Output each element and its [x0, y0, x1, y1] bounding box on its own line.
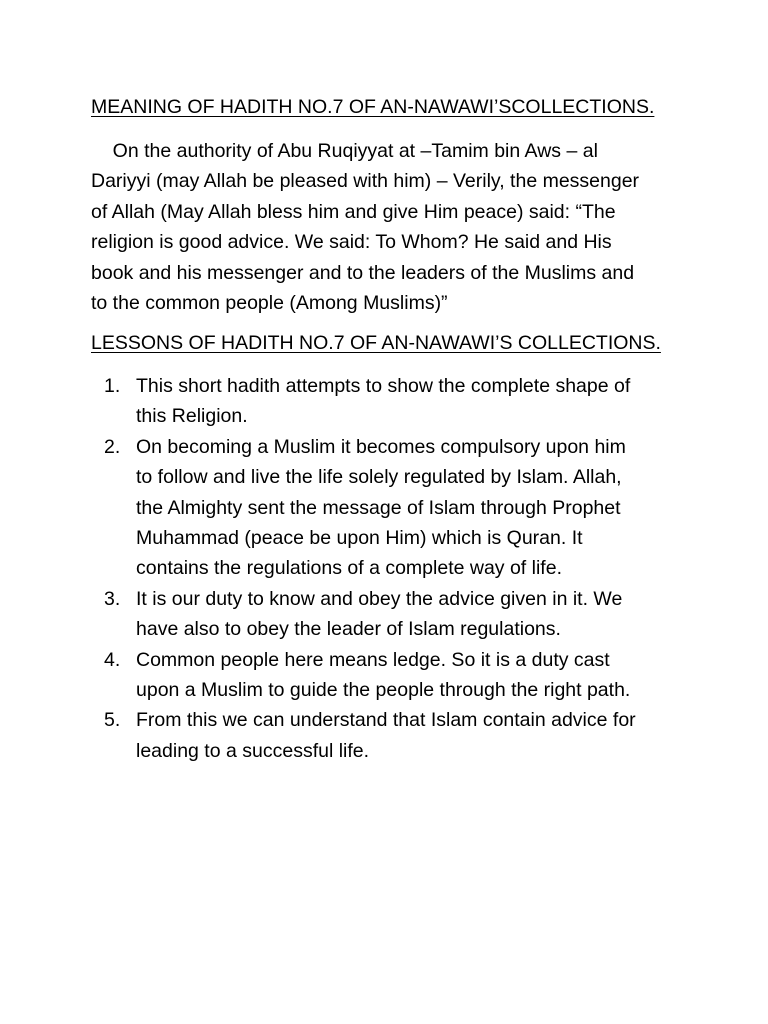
lesson-line: Common people here means ledge. So it is a duty cast [136, 648, 610, 671]
lesson-number: 3. [104, 587, 121, 610]
paragraph-line: religion is good advice. We said: To Whom? He said and His [91, 231, 612, 254]
meaning-heading: MEANING OF HADITH NO.7 OF AN-NAWAWI’SCOLLECTIONS. [91, 96, 655, 118]
lesson-line: this Religion. [136, 405, 248, 428]
lesson-item [104, 705, 704, 766]
paragraph-line: Dariyyi (may Allah be pleased with him) – Verily, the messenger [91, 170, 640, 193]
paragraph-line: On the authority of Abu Ruqiyyat at –Tamim bin Aws – al [91, 140, 598, 162]
lesson-item [104, 584, 704, 645]
hadith-text-paragraph [91, 136, 691, 318]
lesson-item [104, 371, 704, 432]
lesson-number: 5. [104, 709, 121, 732]
lesson-line: contains the regulations of a complete way of life. [136, 557, 562, 580]
lesson-line: to follow and live the life solely regulated by Islam. Allah, [136, 466, 622, 489]
lesson-number: 2. [104, 435, 121, 458]
lesson-item [104, 645, 704, 706]
lesson-line: On becoming a Muslim it becomes compulsory upon him [136, 435, 626, 458]
lesson-line: have also to obey the leader of Islam regulations. [136, 618, 561, 641]
lesson-line: leading to a successful life. [136, 739, 370, 762]
lessons-heading: LESSONS OF HADITH NO.7 OF AN-NAWAWI’S COLLECTIONS. [91, 332, 661, 354]
paragraph-line: book and his messenger and to the leaders of the Muslims and [91, 261, 635, 284]
lesson-number: 1. [104, 375, 121, 397]
lesson-line: It is our duty to know and obey the advice given in it. We [136, 587, 623, 610]
lesson-line: upon a Muslim to guide the people through the right path. [136, 679, 631, 702]
paragraph-line: to the common people (Among Muslims)” [91, 292, 448, 315]
lesson-line: This short hadith attempts to show the complete shape of [136, 375, 631, 397]
lessons-list [104, 371, 704, 766]
lesson-line: Muhammad (peace be upon Him) which is Quran. It [136, 527, 583, 550]
lesson-item [104, 432, 704, 584]
lesson-line: From this we can understand that Islam contain advice for [136, 709, 636, 732]
paragraph-line: of Allah (May Allah bless him and give Him peace) said: “The [91, 200, 616, 223]
lesson-line: the Almighty sent the message of Islam through Prophet [136, 496, 621, 519]
lesson-number: 4. [104, 648, 121, 671]
